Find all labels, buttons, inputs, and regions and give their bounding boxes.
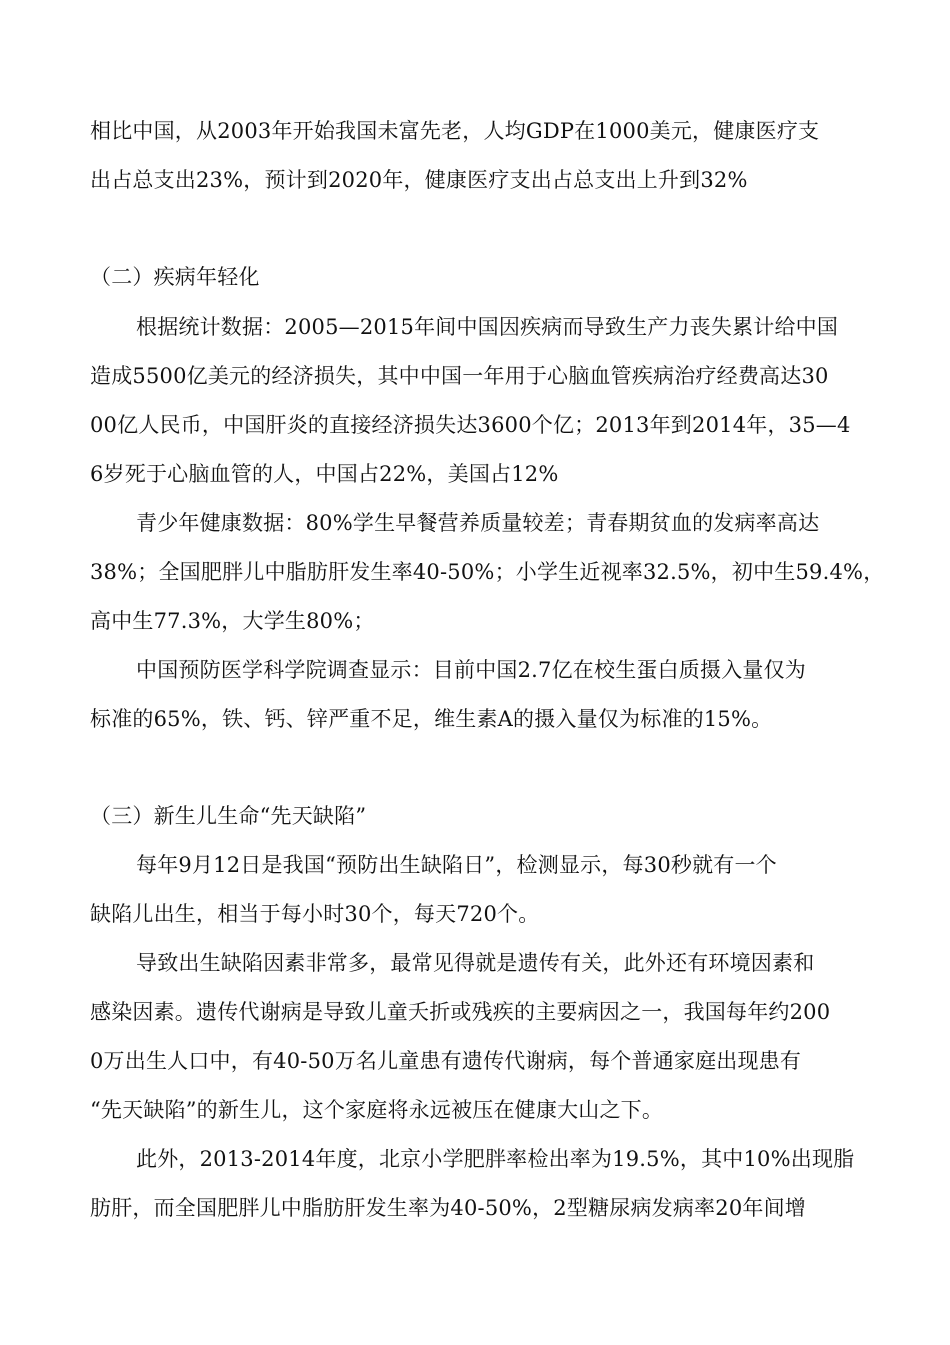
paragraph-line: 标准的65%，铁、钙、锌严重不足，维生素A的摄入量仅为标准的15%。 — [90, 707, 773, 731]
intro-line-1: 相比中国，从2003年开始我国未富先老，人均GDP在1000美元，健康医疗支 — [90, 119, 820, 143]
paragraph-line: 中国预防医学科学院调查显示：目前中国2.7亿在校生蛋白质摄入量仅为 — [136, 658, 806, 682]
intro-line-2: 出占总支出23%，预计到2020年，健康医疗支出占总支出上升到32% — [90, 168, 748, 192]
paragraph-line: 00亿人民币，中国肝炎的直接经济损失达3600个亿；2013年到2014年，35—4 — [90, 413, 851, 437]
paragraph-line: 造成5500亿美元的经济损失，其中中国一年用于心脑血管疾病治疗经费高达30 — [90, 364, 829, 388]
section-heading-birth-defects: （三）新生儿生命“先天缺陷” — [90, 804, 367, 828]
paragraph-line: “先天缺陷”的新生儿，这个家庭将永远被压在健康大山之下。 — [90, 1098, 664, 1122]
section-heading-disease-younger: （二）疾病年轻化 — [90, 265, 260, 289]
paragraph-line: 0万出生人口中，有40-50万名儿童患有遗传代谢病，每个普通家庭出现患有 — [90, 1049, 802, 1073]
paragraph-line: 6岁死于心脑血管的人，中国占22%，美国占12% — [90, 462, 559, 486]
paragraph-line: 高中生77.3%，大学生80%； — [90, 609, 375, 633]
paragraph-line: 导致出生缺陷因素非常多，最常见得就是遗传有关，此外还有环境因素和 — [136, 951, 815, 975]
paragraph-line: 此外，2013-2014年度，北京小学肥胖率检出率为19.5%，其中10%出现脂 — [136, 1147, 855, 1171]
paragraph-line: 缺陷儿出生，相当于每小时30个，每天720个。 — [90, 902, 540, 926]
paragraph-line: 感染因素。遗传代谢病是导致儿童夭折或残疾的主要病因之一，我国每年约200 — [90, 1000, 831, 1024]
paragraph-line: 38%；全国肥胖儿中脂肪肝发生率40-50%；小学生近视率32.5%，初中生59.4%， — [90, 560, 885, 584]
paragraph-line: 每年9月12日是我国“预防出生缺陷日”，检测显示，每30秒就有一个 — [136, 853, 777, 877]
paragraph-line: 肪肝，而全国肥胖儿中脂肪肝发生率为40-50%，2型糖尿病发病率20年间增 — [90, 1196, 806, 1220]
paragraph-line: 根据统计数据：2005—2015年间中国因疾病而导致生产力丧失累计给中国 — [136, 315, 839, 339]
paragraph-line: 青少年健康数据：80%学生早餐营养质量较差；青春期贫血的发病率高达 — [136, 511, 820, 535]
